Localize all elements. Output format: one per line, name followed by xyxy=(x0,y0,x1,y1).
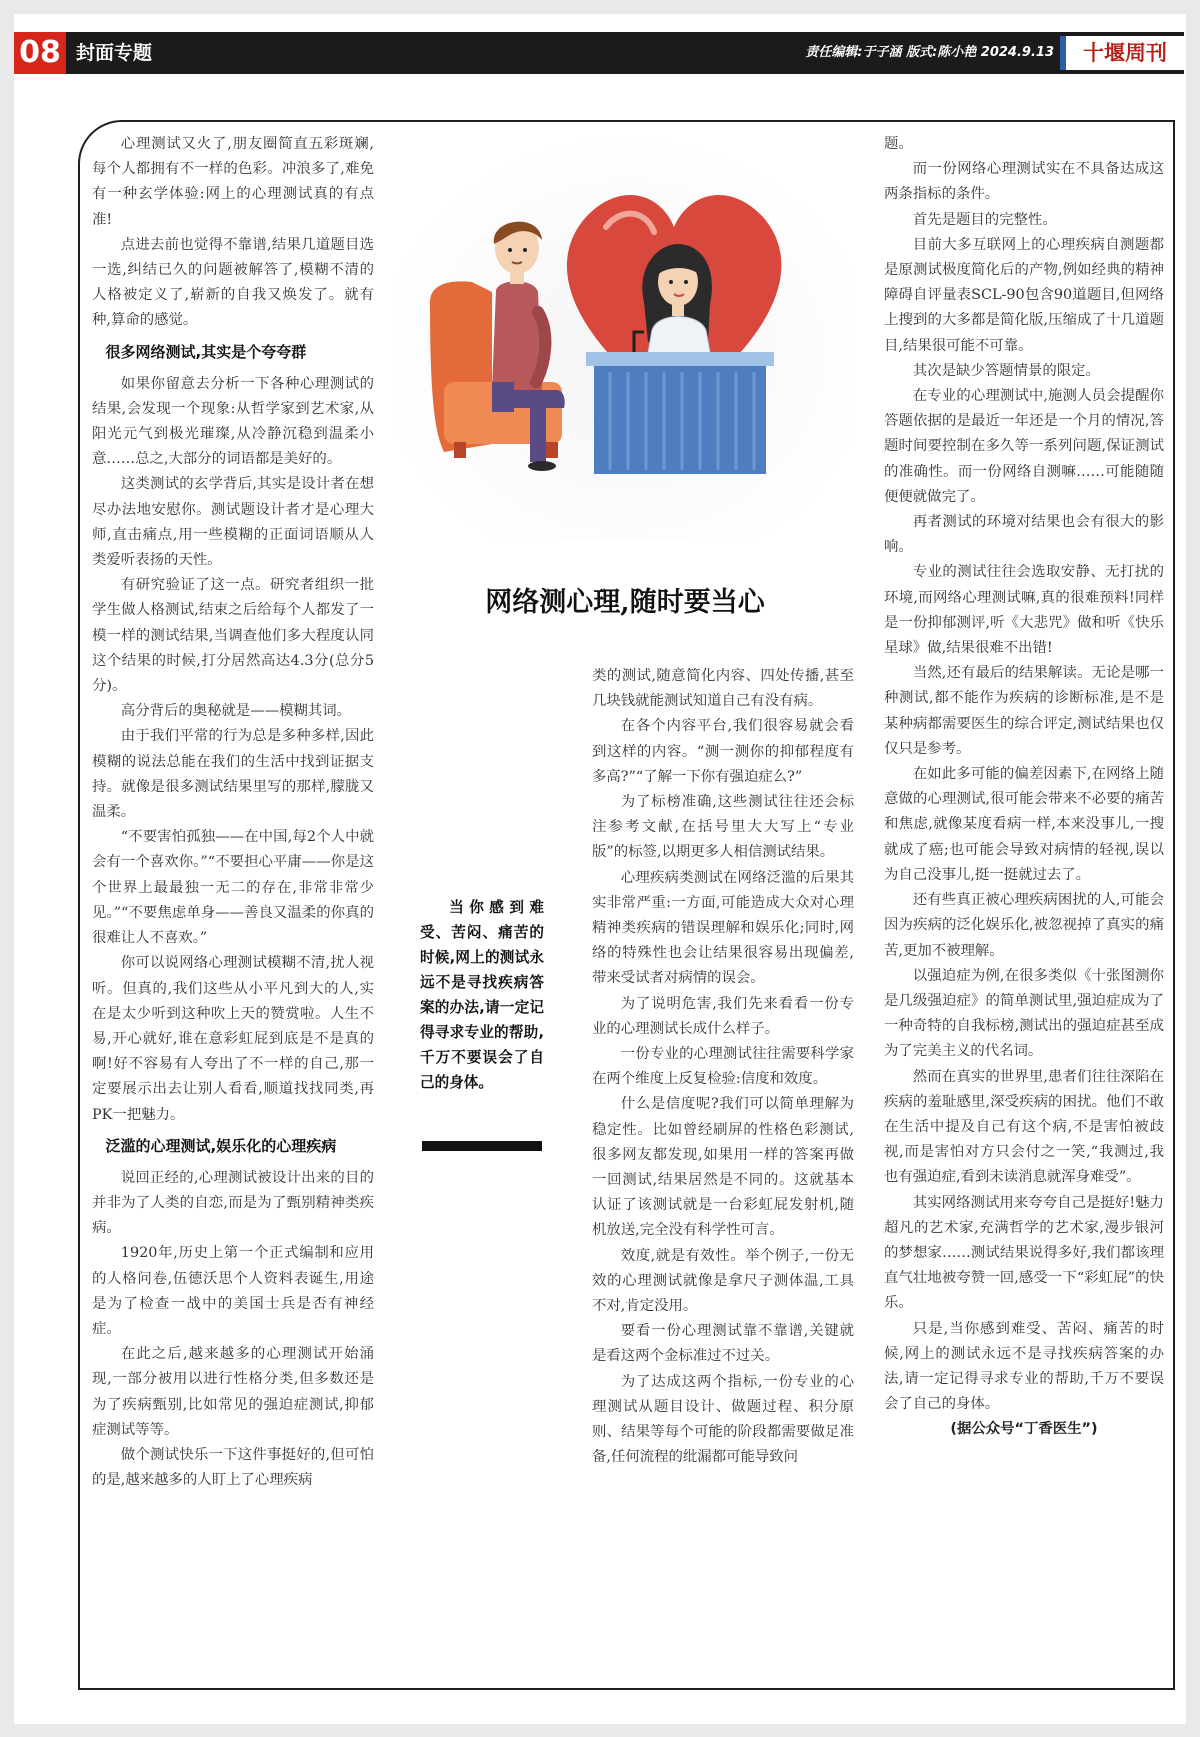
paragraph: 心理疾病类测试在网络泛滥的后果其实非常严重:一方面,可能造成大众对心理精神类疾病的错误理解和娱乐化;同时,网络的特殊性也会让结果很容易出现偏差,带来受试者对病情的误会。 xyxy=(592,869,854,987)
doctor-figure xyxy=(642,244,712,364)
paragraph: 在如此多可能的偏差因素下,在网络上随意做的心理测试,很可能会带来不必要的痛苦和焦虑,就像某度看病一样,本来没事儿,一搜就成了癌;也可能会导致对病情的轻视,误以为自己没事儿,挺一挺就过去了。 xyxy=(884,766,1164,883)
paragraph: 要看一份心理测试靠不靠谱,关键就是看这两个金标准过不过关。 xyxy=(592,1323,854,1365)
paragraph: 为了标榜准确,这些测试往往还会标注参考文献,在括号里大大写上“专业版”的标签,以期更多人相信测试结果。 xyxy=(592,794,854,861)
paragraph: 再者测试的环境对结果也会有很大的影响。 xyxy=(884,514,1164,556)
article-column-3 xyxy=(592,664,854,1471)
paragraph: 还有些真正被心理疾病困扰的人,可能会因为疾病的泛化娱乐化,被忽视掉了真实的痛苦,更加不被理解。 xyxy=(884,892,1164,959)
paragraph: 专业的测试往往会选取安静、无打扰的环境,而网络心理测试嘛,真的很难预料!同样是一份抑郁测评,听《大悲咒》做和听《快乐星球》做,结果很难不出错! xyxy=(884,564,1164,657)
subheading: 泛滥的心理测试,娱乐化的心理疾病 xyxy=(105,1136,337,1155)
page-number: 08 xyxy=(14,32,66,74)
subheading: 很多网络测试,其实是个夸夸群 xyxy=(105,342,307,361)
paragraph: 一份专业的心理测试往往需要科学家在两个维度上反复检验:信度和效度。 xyxy=(592,1046,854,1088)
paragraph: 这类测试的玄学背后,其实是设计者在想尽办法地安慰你。测试题设计者才是心理大师,直击痛点,用一些模糊的正面词语顺从人类爱听表扬的天性。 xyxy=(92,476,374,569)
source-credit: (据公众号“丁香医生”) xyxy=(950,1421,1098,1438)
paragraph: 首先是题目的完整性。 xyxy=(912,211,1057,228)
paragraph: 在此之后,越来越多的心理测试开始涌现,一部分被用以进行性格分类,但多数还是为了疾病甄别,比如常见的强迫症测试,抑郁症测试等等。 xyxy=(92,1346,374,1438)
pull-quote xyxy=(420,895,544,1095)
doctor-consultation-illustration xyxy=(396,132,856,540)
editor-meta: 责任编辑:于子涵 版式:陈小艳 2024.9.13 xyxy=(805,45,1054,60)
paragraph: 为了说明危害,我们先来看看一份专业的心理测试长成什么样子。 xyxy=(592,995,854,1037)
paragraph: 类的测试,随意简化内容、四处传播,甚至几块钱就能测试知道自己有没有病。 xyxy=(592,668,854,710)
pull-quote-bar xyxy=(422,1141,542,1151)
paragraph: 由于我们平常的行为总是多种多样,因此模糊的说法总能在我们的生活中找到证据支持。就像是很多测试结果里写的那样,朦胧又温柔。 xyxy=(92,728,374,821)
masthead-title: 十堰周刊 xyxy=(1083,40,1167,65)
page-header xyxy=(14,32,1184,74)
paragraph: 点进去前也觉得不靠谱,结果几道题目选一选,纠结已久的问题被解答了,模糊不清的人格被定义了,崭新的自我又焕发了。就有种,算命的感觉。 xyxy=(92,236,374,329)
paragraph: 其次是缺少答题情景的限定。 xyxy=(912,362,1100,379)
article-headline: 网络测心理,随时要当心 xyxy=(485,587,765,618)
paragraph: 为了达成这两个指标,一份专业的心理测试从题目设计、做题过程、积分原则、结果等每个可能的阶段都需要做足准备,任何流程的纰漏都可能导致问 xyxy=(592,1373,854,1466)
masthead-logo xyxy=(1060,36,1184,70)
article-column-4 xyxy=(884,132,1164,1443)
paragraph: 你可以说网络心理测试模糊不清,扰人视听。但真的,我们这些从小平凡到大的人,实在是太少听到这种吹上天的赞赏啦。人生不易,开心就好,谁在意彩虹屁到底是不是真的啊!好不容易有人夸出了不一样的自己,那一定要展示出去让别人看看,顺道找找同类,再PK一把魅力。 xyxy=(92,955,374,1123)
paragraph: 只是,当你感到难受、苦闷、痛苦的时候,网上的测试永远不是寻找疾病答案的办法,请一定记得寻求专业的帮助,千万不要误会了自己的身体。 xyxy=(884,1320,1164,1413)
paragraph: 当然,还有最后的结果解读。无论是哪一种测试,都不能作为疾病的诊断标准,是不是某种病都需要医生的综合评定,测试结果也仅仅只是参考。 xyxy=(884,665,1164,757)
paragraph: 心理测试又火了,朋友圈简直五彩斑斓,每个人都拥有不一样的色彩。冲浪多了,难免有一种玄学体验:网上的心理测试真的有点准! xyxy=(92,136,374,228)
desk xyxy=(586,332,774,474)
paragraph: 在专业的心理测试中,施测人员会提醒你答题依据的是最近一年还是一个月的情况,答题时间要控制在多久等一系列问题,保证测试的准确性。而一份网络自测嘛……可能随随便便就做完了。 xyxy=(884,388,1164,505)
paragraph: 以强迫症为例,在很多类似《十张图测你是几级强迫症》的简单测试里,强迫症成为了一种奇特的自我标榜,测试出的强迫症甚至成为了完美主义的代名词。 xyxy=(884,967,1164,1060)
paragraph: 做个测试快乐一下这件事挺好的,但可怕的是,越来越多的人盯上了心理疾病 xyxy=(92,1446,374,1489)
paragraph: 什么是信度呢?我们可以简单理解为稳定性。比如曾经刷屏的性格色彩测试,很多网友都发现,如果用一样的答案再做一回测试,结果居然是不同的。这就基本认证了该测试就是一台彩虹屁发射机,随机放送,完全没有科学性可言。 xyxy=(592,1096,854,1239)
paragraph: 而一份网络心理测试实在不具备达成这两条指标的条件。 xyxy=(884,161,1164,203)
paragraph: 说回正经的,心理测试被设计出来的目的并非为了人类的自恋,而是为了甄别精神类疾病。 xyxy=(92,1169,374,1237)
paragraph: 题。 xyxy=(884,136,913,152)
paragraph: 在各个内容平台,我们很容易就会看到这样的内容。“测一测你的抑郁程度有多高?”“了解一下你有强迫症么?” xyxy=(592,718,854,785)
paragraph: 效度,就是有效性。举个例子,一份无效的心理测试就像是拿尺子测体温,工具不对,肯定没用。 xyxy=(592,1247,854,1315)
paragraph: 1920年,历史上第一个正式编制和应用的人格问卷,伍德沃思个人资料表诞生,用途是为了检查一战中的美国士兵是否有神经症。 xyxy=(92,1245,374,1337)
paragraph: 如果你留意去分析一下各种心理测试的结果,会发现一个现象:从哲学家到艺术家,从阳光元气到极光璀璨,从冷静沉稳到温柔小意……总之,大部分的词语都是美好的。 xyxy=(92,375,374,468)
pull-quote-text: 当你感到难受、苦闷、痛苦的时候,网上的测试永远不是寻找疾病答案的办法,请一定记得寻求专业的帮助,千万不要误会了自己的身体。 xyxy=(420,899,544,1091)
section-title: 封面专题 xyxy=(76,42,153,64)
paragraph: 然而在真实的世界里,患者们往往深陷在疾病的羞耻感里,深受疾病的困扰。他们不敢在生活中提及自己有这个病,不是害怕被歧视,而是害怕对方只会付之一笑,“我测过,我也有强迫症,看到未读消息就浑身难受”。 xyxy=(884,1068,1164,1186)
paragraph: “不要害怕孤独——在中国,每2个人中就会有一个喜欢你。”“不要担心平庸——你是这个世界上最最独一无二的存在,非常非常少见。”“不要焦虑单身——善良又温柔的你真的很难让人不喜欢。” xyxy=(92,829,374,947)
paragraph: 其实网络测试用来夸夸自己是挺好!魅力超凡的艺术家,充满哲学的艺术家,漫步银河的梦想家……测试结果说得多好,我们都该理直气壮地被夸赞一回,感受一下“彩虹屁”的快乐。 xyxy=(884,1194,1164,1312)
article-column-1 xyxy=(92,132,374,1493)
paragraph: 目前大多互联网上的心理疾病自测题都是原测试极度简化后的产物,例如经典的精神障碍自评量表SCL-90包含90道题目,但网络上搜到的大多都是简化版,压缩成了十几道题目,结果很可能不可靠。 xyxy=(884,236,1164,354)
paragraph: 高分背后的奥秘就是——模糊其词。 xyxy=(120,703,352,720)
paragraph: 有研究验证了这一点。研究者组织一批学生做人格测试,结束之后给每个人都发了一模一样的测试结果,当调查他们多大程度认同这个结果的时候,打分居然高达4.3分(总分5分)。 xyxy=(92,577,374,695)
